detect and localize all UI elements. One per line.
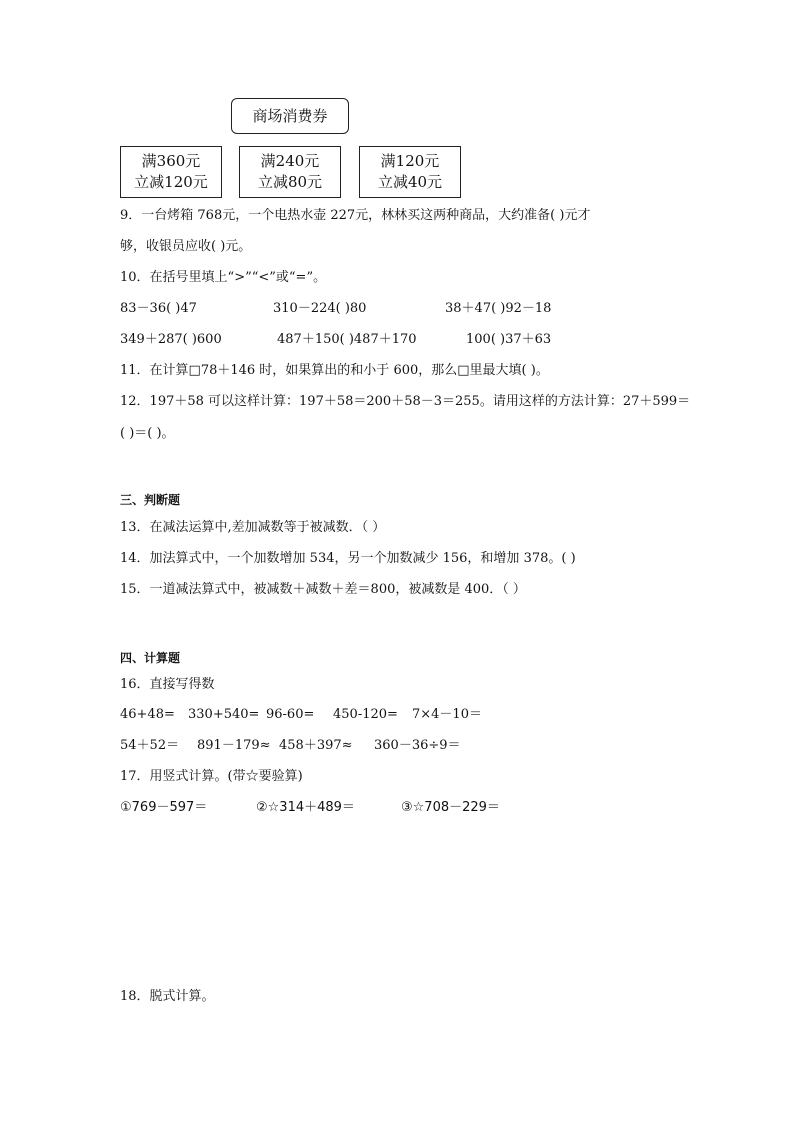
section-3-heading: 三、判断题 xyxy=(120,493,181,507)
question-14: 14．加法算式中，一个加数增加 534，另一个加数减少 156，和增加 378。( ) xyxy=(120,551,576,566)
q17-item1: ①769－597＝ xyxy=(120,800,208,815)
q16-row2-item4: 360－36÷9＝ xyxy=(374,738,461,753)
question-12-line2: ( )＝( )。 xyxy=(120,426,175,441)
q17-item3: ③☆708－229＝ xyxy=(401,800,500,815)
coupon-2-line1: 满240元 xyxy=(260,152,320,170)
coupon-board-title: 商场消费券 xyxy=(231,98,349,134)
question-9-line1: 9．一台烤箱 768元，一个电热水壶 227元，林林买这两种商品，大约准备( )元才 xyxy=(120,208,591,223)
q16-row1-item5: 7×4－10＝ xyxy=(412,707,482,722)
question-9-line2: 够，收银员应收( )元。 xyxy=(120,239,252,254)
question-10-r1c2: 310－224( )80 xyxy=(273,301,367,316)
q16-row1-item4: 450-120= xyxy=(333,707,398,722)
question-10-title: 10．在括号里填上“>”“<”或“=”。 xyxy=(120,270,327,285)
q16-row1-item2: 330+540= xyxy=(188,707,260,722)
coupon-3 xyxy=(359,146,461,198)
question-12-line1: 12．197＋58 可以这样计算：197＋58＝200＋58－3＝255。请用这样的方法计算：27＋599＝ xyxy=(120,394,691,409)
coupon-1-line1: 满360元 xyxy=(141,152,201,170)
question-10-r1c1: 83－36( )47 xyxy=(120,301,197,316)
coupon-2-line2: 立减80元 xyxy=(257,173,323,191)
q16-row1-item3: 96-60= xyxy=(266,707,315,722)
q16-row2-item1: 54＋52＝ xyxy=(120,738,180,753)
coupon-3-line2: 立减40元 xyxy=(377,173,443,191)
q16-row2-item2: 891－179≈ xyxy=(197,738,271,753)
question-18-title: 18．脱式计算。 xyxy=(120,989,215,1004)
q16-row2-item3: 458＋397≈ xyxy=(279,738,353,753)
question-13: 13．在减法运算中,差加减数等于被减数．（ ） xyxy=(120,520,386,535)
section-4-heading: 四、计算题 xyxy=(120,651,181,665)
question-10-r2c2: 487＋150( )487＋170 xyxy=(277,332,417,347)
question-15: 15．一道减法算式中，被减数＋减数＋差＝800，被减数是 400．（ ） xyxy=(120,582,526,597)
coupon-1-line2: 立减120元 xyxy=(134,173,208,191)
q17-item2: ②☆314＋489＝ xyxy=(256,800,355,815)
question-17-title: 17．用竖式计算。(带☆要验算) xyxy=(120,769,303,784)
question-10-r2c3: 100( )37＋63 xyxy=(466,332,552,347)
coupon-3-line1: 满120元 xyxy=(380,152,440,170)
coupon-1 xyxy=(120,146,222,198)
question-11: 11．在计算□78＋146 时，如果算出的和小于 600，那么□里最大填( )。 xyxy=(120,363,549,378)
question-10-r1c3: 38＋47( )92－18 xyxy=(445,301,552,316)
q16-row1-item1: 46+48= xyxy=(120,707,175,722)
question-16-title: 16．直接写得数 xyxy=(120,677,215,692)
question-10-r2c1: 349＋287( )600 xyxy=(120,332,222,347)
coupon-2 xyxy=(239,146,341,198)
